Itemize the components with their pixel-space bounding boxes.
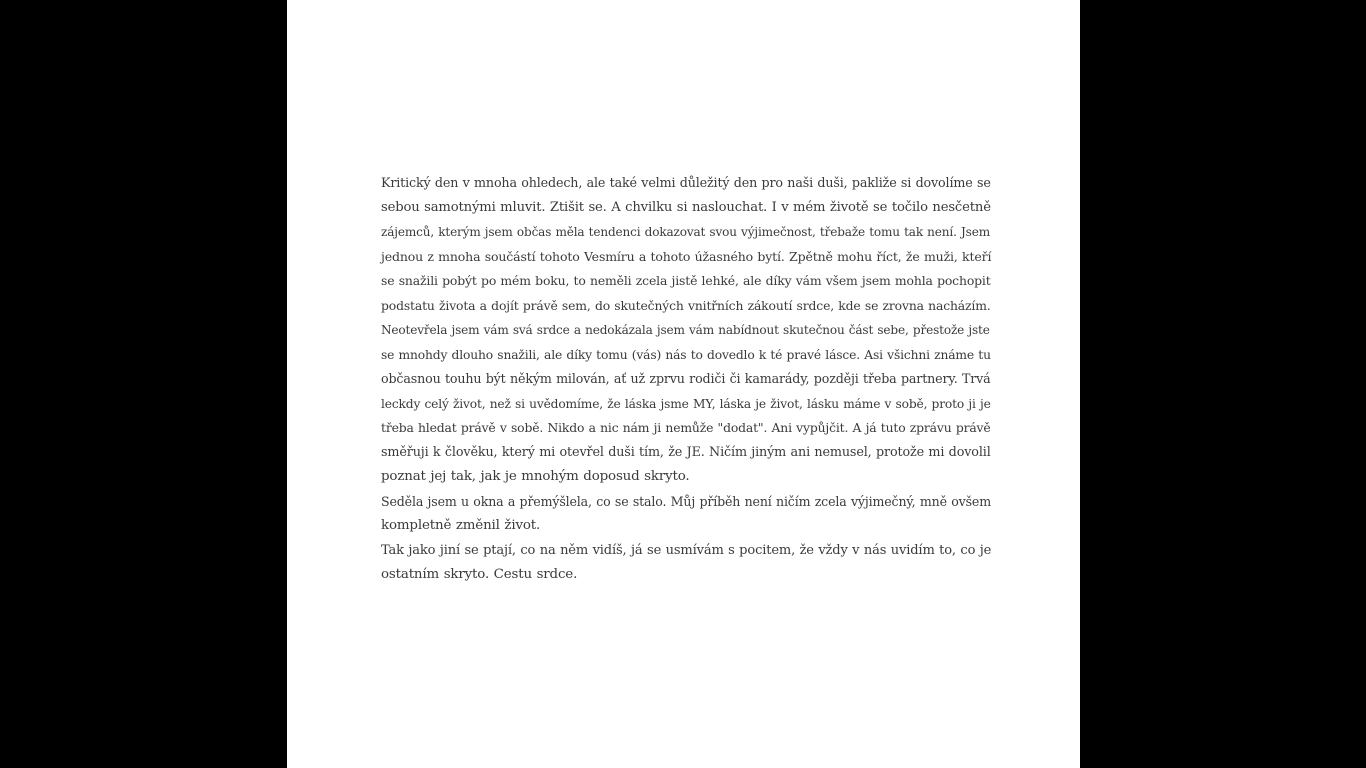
text-line: ostatním skryto. Cestu srdce.	[381, 567, 578, 582]
text-line: sebou samotnými mluvit. Ztišit se. A chvilku si naslouchat. I v mém životě se točilo nesčetně	[381, 199, 991, 215]
text-line: třeba hledat právě v sobě. Nikdo a nic nám ji nemůže "dodat". Ani vypůjčit. A já tuto zprávu právě	[381, 421, 991, 435]
page-text	[381, 171, 991, 588]
text-line: podstatu života a dojít právě sem, do skutečných vnitřních zákoutí srdce, kde se zrovna nacházím.	[381, 298, 991, 313]
text-line: Kritický den v mnoha ohledech, ale také velmi důležitý den pro naši duši, pakliže si dovolíme se	[381, 175, 991, 190]
text-line: Tak jako jiní se ptají, co na něm vidíš, já se usmívám s pocitem, že vždy v nás uvidím to, co je	[381, 542, 992, 558]
text-line: Seděla jsem u okna a přemýšlela, co se stalo. Můj příběh není ničím zcela výjimečný, mně ovšem	[381, 493, 991, 509]
text-line: leckdy celý život, než si uvědomíme, že láska jsme MY, láska je život, lásku máme v sobě, proto ji je	[381, 396, 991, 411]
text-line: poznat jej tak, jak je mnohým doposud skryto.	[381, 469, 690, 484]
document-page	[287, 0, 1080, 768]
text-line: jednou z mnoha součástí tohoto Vesmíru a tohoto úžasného bytí. Zpětně mohu říct, že muži, kteří	[381, 248, 992, 264]
text-line: zájemců, kterým jsem občas měla tendenci dokazovat svou výjimečnost, třebaže tomu tak není. Jsem	[381, 225, 990, 239]
text-line: směřuji k člověku, který mi otevřel duši tím, že JE. Ničím jiným ani nemusel, protože mi dovolil	[381, 444, 991, 460]
text-line: občasnou touhu být někým milován, ať už zprvu rodiči či kamarády, později třeba partnery. Trvá	[381, 371, 991, 386]
text-line: Neotevřela jsem vám svá srdce a nedokázala jsem vám nabídnout skutečnou část sebe, přestože jste	[381, 323, 990, 337]
text-line: kompletně změnil život.	[381, 518, 541, 533]
text-line: se snažili pobýt po mém boku, to neměli zcela jistě lehké, ale díky vám všem jsem mohla pochopit	[381, 273, 991, 288]
text-line: se mnohdy dlouho snažili, ale díky tomu (vás) nás to dovedlo k té pravé lásce. Asi všichni známe tu	[381, 347, 991, 362]
